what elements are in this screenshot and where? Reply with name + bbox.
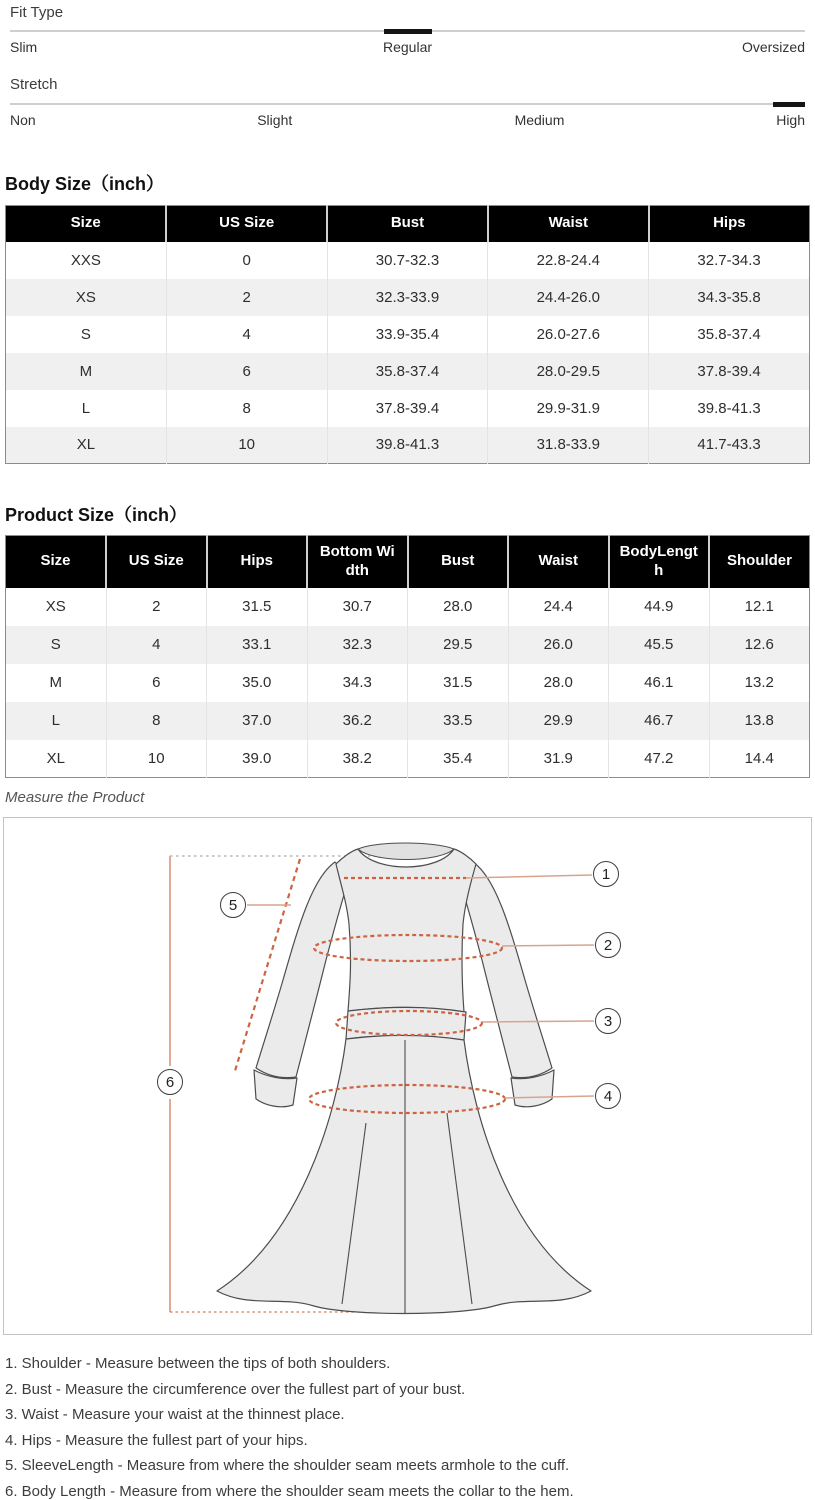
table-row — [6, 664, 810, 702]
table-cell: S — [50, 636, 61, 653]
column-header: Shoulder — [709, 536, 810, 588]
measure-caption: Measure the Product — [5, 789, 145, 806]
table-row — [6, 740, 810, 778]
table-cell: 37.8-39.4 — [327, 390, 488, 427]
table-cell: 6 — [166, 353, 327, 390]
column-header: Bust — [327, 206, 488, 242]
table-cell: 33.1 — [207, 626, 308, 664]
table-cell: 4 — [166, 316, 327, 353]
table-cell: 29.9 — [508, 702, 609, 740]
column-header: Size — [6, 206, 167, 242]
table-cell: 26.0-27.6 — [488, 316, 649, 353]
table-cell: 12.1 — [709, 588, 810, 626]
header-row — [6, 536, 810, 588]
callout-2-bust: 2 — [595, 932, 621, 958]
column-header: Hips — [207, 536, 308, 588]
table-cell: 8 — [166, 390, 327, 427]
measure-diagram — [3, 817, 812, 1335]
table-cell: 35.4 — [408, 740, 509, 778]
table-cell: 28.0 — [408, 588, 509, 626]
dress-illustration — [4, 818, 811, 1334]
product-size-table — [5, 535, 810, 778]
table-cell: 2 — [106, 588, 207, 626]
table-cell: 44.9 — [609, 588, 710, 626]
table-cell: 30.7 — [307, 588, 408, 626]
table-cell: 34.3-35.8 — [649, 279, 810, 316]
table-cell: 46.1 — [609, 664, 710, 702]
table-cell: 32.7-34.3 — [649, 242, 810, 279]
table-cell: 37.8-39.4 — [649, 353, 810, 390]
stretch-label: Stretch — [10, 76, 58, 93]
column-header: Bust — [408, 536, 509, 588]
instruction-hips: 4. Hips - Measure the fullest part of your hips. — [5, 1431, 308, 1449]
table-cell: M — [79, 362, 93, 380]
table-cell: 12.6 — [709, 626, 810, 664]
stretch-option-high: High — [776, 112, 805, 128]
table-cell: 33.5 — [408, 702, 509, 740]
table-cell: 36.2 — [307, 702, 408, 740]
table-cell: 33.9-35.4 — [327, 316, 488, 353]
fit-option-slim: Slim — [10, 39, 38, 55]
table-row — [6, 626, 810, 664]
table-cell: 26.0 — [508, 626, 609, 664]
column-header: Bottom Width — [307, 536, 408, 588]
fit-type-marker — [384, 29, 432, 34]
table-cell: 4 — [106, 626, 207, 664]
table-cell: XXS — [70, 251, 101, 269]
column-header: Size — [6, 536, 107, 588]
body-size-table — [5, 205, 810, 464]
column-header: Waist — [488, 206, 649, 242]
table-row — [6, 242, 810, 279]
table-cell: 35.8-37.4 — [649, 316, 810, 353]
table-cell: 35.0 — [207, 664, 308, 702]
measure-instructions — [5, 1351, 810, 1500]
table-cell: 0 — [166, 242, 327, 279]
table-cell: 10 — [106, 740, 207, 778]
instruction-shoulder: 1. Shoulder - Measure between the tips of both shoulders. — [5, 1355, 391, 1373]
fit-type-track — [10, 30, 805, 32]
stretch-marker — [773, 102, 805, 107]
callout-1-shoulder: 1 — [593, 861, 619, 887]
table-cell: 38.2 — [307, 740, 408, 778]
table-cell: 2 — [166, 279, 327, 316]
table-cell: 24.4 — [508, 588, 609, 626]
table-cell: 45.5 — [609, 626, 710, 664]
fit-option-oversized: Oversized — [741, 39, 805, 55]
table-cell: 14.4 — [709, 740, 810, 778]
table-cell: 31.8-33.9 — [488, 427, 649, 464]
table-cell: 32.3-33.9 — [327, 279, 488, 316]
fit-option-regular: Regular — [382, 39, 433, 55]
table-cell: 29.5 — [408, 626, 509, 664]
table-cell: 28.0-29.5 — [488, 353, 649, 390]
fit-type-options — [10, 39, 805, 55]
table-cell: 39.8-41.3 — [649, 390, 810, 427]
table-cell: 24.4-26.0 — [488, 279, 649, 316]
table-cell: M — [49, 674, 62, 691]
table-cell: 35.8-37.4 — [327, 353, 488, 390]
header-row — [6, 206, 810, 242]
column-header: US Size — [166, 206, 327, 242]
table-cell: XS — [75, 288, 96, 306]
table-row — [6, 316, 810, 353]
table-cell: 6 — [106, 664, 207, 702]
table-cell: S — [80, 325, 91, 343]
stretch-option-slight: Slight — [257, 112, 293, 128]
table-row — [6, 279, 810, 316]
table-row — [6, 353, 810, 390]
instruction-bust: 2. Bust - Measure the circumference over the fullest part of your bust. — [5, 1380, 466, 1398]
table-cell: 28.0 — [508, 664, 609, 702]
table-cell: 22.8-24.4 — [488, 242, 649, 279]
table-row — [6, 390, 810, 427]
table-cell: 31.5 — [207, 588, 308, 626]
table-cell: 10 — [166, 427, 327, 464]
table-cell: 37.0 — [207, 702, 308, 740]
callout-6-bodylength: 6 — [157, 1069, 183, 1095]
table-cell: 46.7 — [609, 702, 710, 740]
table-cell: 47.2 — [609, 740, 710, 778]
callout-5-sleevelength: 5 — [220, 892, 246, 918]
instruction-sleevelength: 5. SleeveLength - Measure from where the shoulder seam meets armhole to the cuff. — [5, 1457, 570, 1475]
column-header: BodyLength — [609, 536, 710, 588]
instruction-bodylength: 6. Body Length - Measure from where the shoulder seam meets the collar to the hem. — [5, 1482, 574, 1500]
column-header: Hips — [649, 206, 810, 242]
table-row — [6, 427, 810, 464]
stretch-option-non: Non — [10, 112, 36, 128]
table-cell: 32.3 — [307, 626, 408, 664]
column-header: Waist — [508, 536, 609, 588]
stretch-track — [10, 103, 805, 105]
stretch-options — [10, 112, 805, 128]
table-cell: 34.3 — [307, 664, 408, 702]
callout-4-hips: 4 — [595, 1083, 621, 1109]
fit-type-label: Fit Type — [10, 4, 64, 21]
table-cell: 41.7-43.3 — [649, 427, 810, 464]
table-cell: 39.8-41.3 — [327, 427, 488, 464]
stretch-option-medium: Medium — [514, 112, 565, 128]
table-cell: 39.0 — [207, 740, 308, 778]
table-cell: 13.2 — [709, 664, 810, 702]
table-row — [6, 702, 810, 740]
table-cell: 13.8 — [709, 702, 810, 740]
table-cell: 8 — [106, 702, 207, 740]
table-cell: 29.9-31.9 — [488, 390, 649, 427]
table-row — [6, 588, 810, 626]
table-cell: XS — [45, 598, 66, 615]
table-cell: XL — [76, 436, 96, 454]
table-cell: 31.5 — [408, 664, 509, 702]
column-header: US Size — [106, 536, 207, 588]
instruction-waist: 3. Waist - Measure your waist at the thinnest place. — [5, 1406, 345, 1424]
table-cell: XL — [46, 749, 65, 767]
body-size-title: Body Size（inch） — [5, 174, 165, 194]
table-cell: L — [51, 712, 60, 729]
table-cell: 31.9 — [508, 740, 609, 778]
product-size-title: Product Size（inch） — [5, 505, 188, 525]
table-cell: 30.7-32.3 — [327, 242, 488, 279]
callout-3-waist: 3 — [595, 1008, 621, 1034]
table-cell: L — [81, 399, 91, 417]
